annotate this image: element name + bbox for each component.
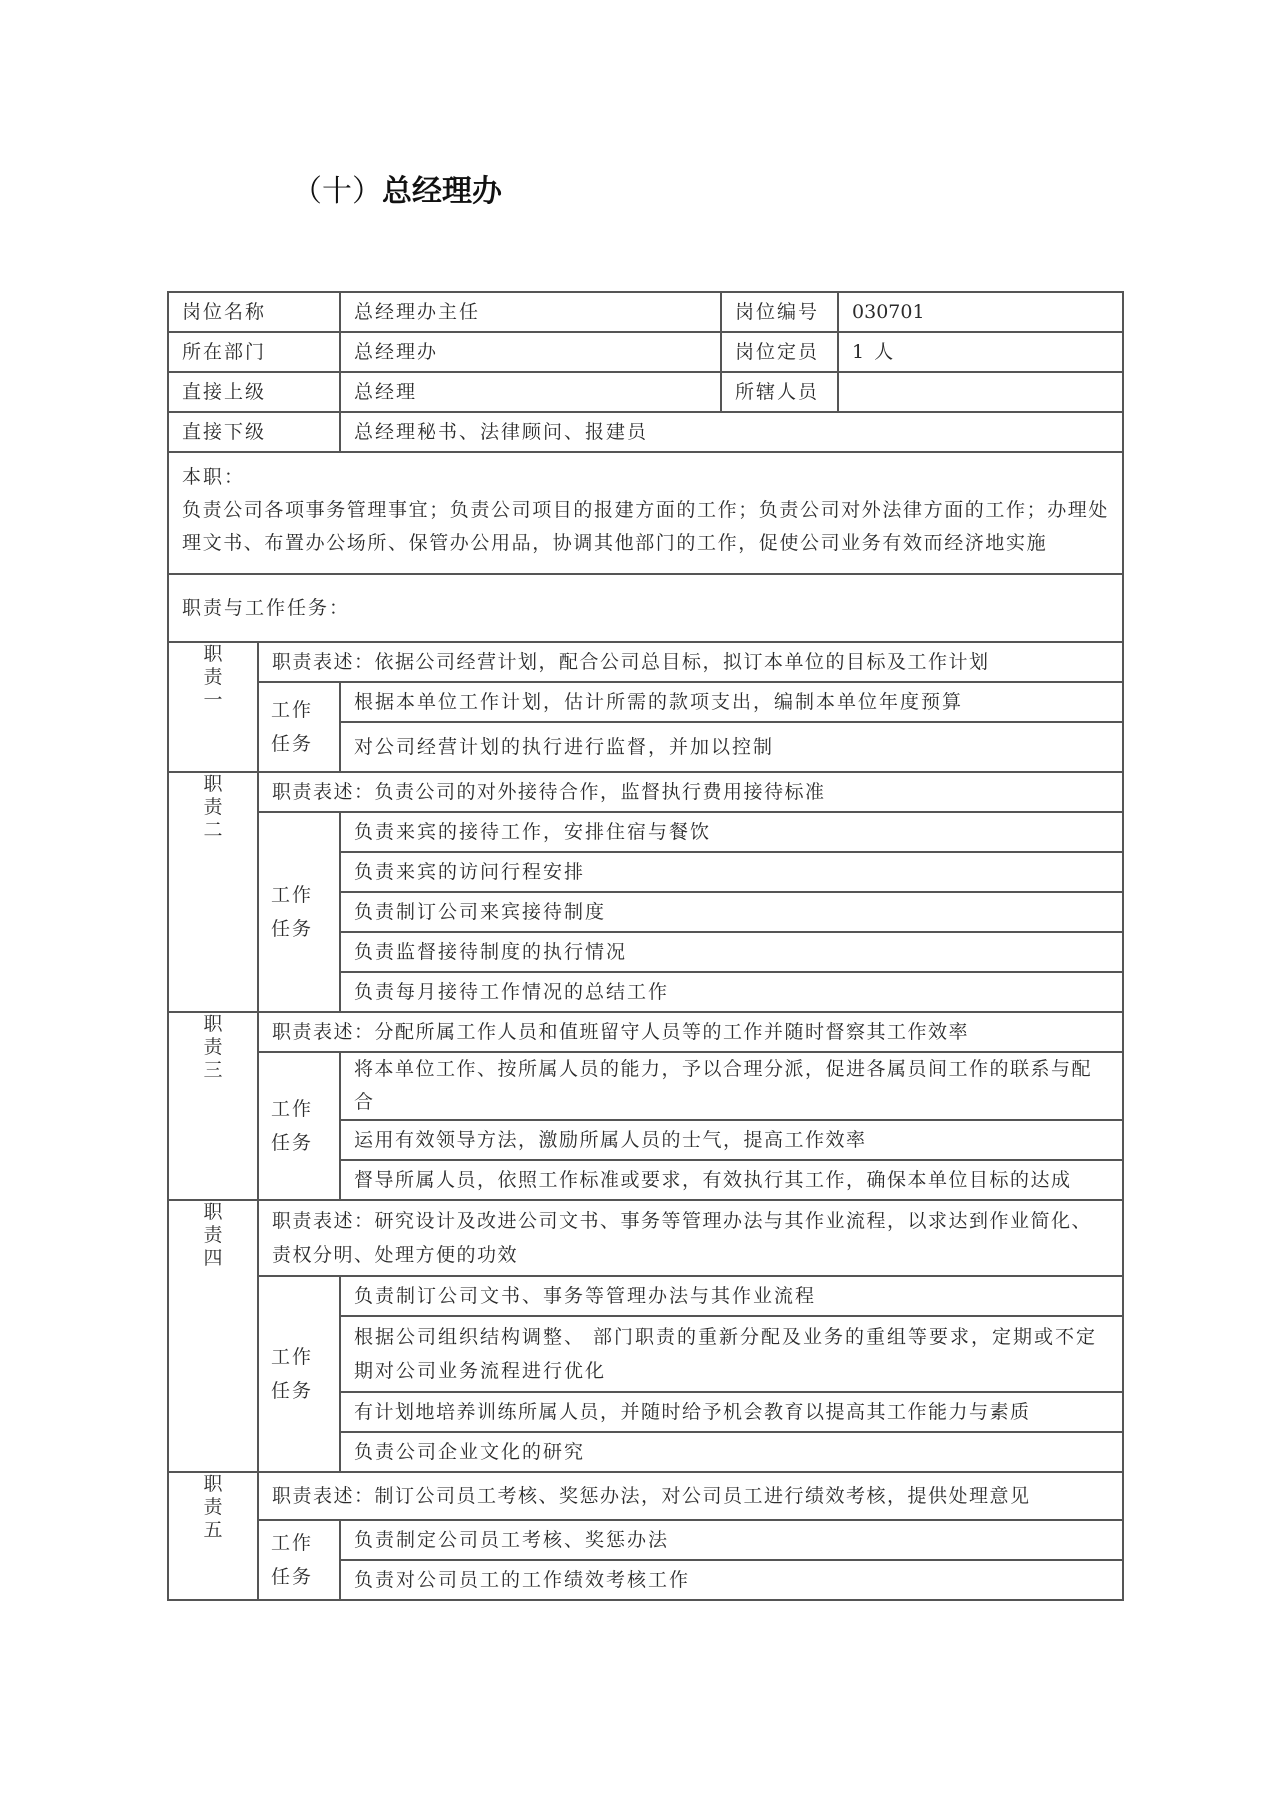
duty-1-task-row	[168, 682, 1123, 722]
info-row-subordinates	[168, 412, 1123, 452]
duty-3-title: 职 责 三	[168, 1012, 258, 1200]
duty-1-title: 职 责 一	[168, 642, 258, 772]
section-title: 总经理办	[382, 174, 502, 209]
duty-2-title: 职 责 二	[168, 772, 258, 1012]
duty-4-task-label: 工作 任务	[258, 1276, 340, 1472]
duty-4-description: 职责表述：研究设计及改进公司文书、事务等管理办法与其作业流程，以求达到作业简化、责权分明、处理方便的功效	[258, 1200, 1123, 1276]
duty-1-task-1: 根据本单位工作计划，估计所需的款项支出，编制本单位年度预算	[340, 682, 1123, 722]
duty-5-description-row	[168, 1472, 1123, 1520]
duty-2-description: 职责表述：负责公司的对外接待合作，监督执行费用接待标准	[258, 772, 1123, 812]
info-row-superior	[168, 372, 1123, 412]
duty-5-task-row	[168, 1520, 1123, 1560]
duty-3-description: 职责表述：分配所属工作人员和值班留守人员等的工作并随时督察其工作效率	[258, 1012, 1123, 1052]
superior-value: 总经理	[340, 372, 721, 412]
position-code-label: 岗位编号	[721, 292, 838, 332]
managed-value	[838, 372, 1123, 412]
responsibilities-label-row	[168, 574, 1123, 642]
duty-5-task-2: 负责对公司员工的工作绩效考核工作	[340, 1560, 1123, 1600]
position-name-label: 岗位名称	[168, 292, 340, 332]
department-value: 总经理办	[340, 332, 721, 372]
duty-5-task-1: 负责制定公司员工考核、奖惩办法	[340, 1520, 1123, 1560]
department-label: 所在部门	[168, 332, 340, 372]
duty-2-task-3: 负责制订公司来宾接待制度	[340, 892, 1123, 932]
headcount-value: 1 人	[838, 332, 1123, 372]
duty-4-task-2: 根据公司组织结构调整、 部门职责的重新分配及业务的重组等要求，定期或不定期对公司业务流程进行优化	[340, 1316, 1123, 1392]
core-duty-text: 负责公司各项事务管理事宜；负责公司项目的报建方面的工作；负责公司对外法律方面的工作；办理处理文书、布置办公场所、保管办公用品，协调其他部门的工作，促使公司业务有效而经济地实施	[182, 499, 1110, 554]
duty-2-task-2: 负责来宾的访问行程安排	[340, 852, 1123, 892]
subordinates-label: 直接下级	[168, 412, 340, 452]
duty-4-description-row	[168, 1200, 1123, 1276]
duty-5-task-label: 工作 任务	[258, 1520, 340, 1600]
duty-2-task-label: 工作 任务	[258, 812, 340, 1012]
duty-1-description-row	[168, 642, 1123, 682]
position-name-value: 总经理办主任	[340, 292, 721, 332]
superior-label: 直接上级	[168, 372, 340, 412]
section-heading	[292, 170, 502, 214]
duty-1-description: 职责表述：依据公司经营计划，配合公司总目标，拟订本单位的目标及工作计划	[258, 642, 1123, 682]
duty-3-task-row	[168, 1052, 1123, 1120]
subordinates-value: 总经理秘书、法律顾问、报建员	[340, 412, 1123, 452]
section-number: （十）	[292, 174, 382, 209]
job-description-table	[167, 291, 1124, 1601]
duty-1-task-2: 对公司经营计划的执行进行监督，并加以控制	[340, 722, 1123, 772]
duty-4-task-1: 负责制订公司文书、事务等管理办法与其作业流程	[340, 1276, 1123, 1316]
duty-4-task-row	[168, 1276, 1123, 1316]
duty-3-task-2: 运用有效领导方法，激励所属人员的士气，提高工作效率	[340, 1120, 1123, 1160]
duty-4-title: 职 责 四	[168, 1200, 258, 1472]
duty-4-task-4: 负责公司企业文化的研究	[340, 1432, 1123, 1472]
duty-3-description-row	[168, 1012, 1123, 1052]
info-row-department	[168, 332, 1123, 372]
position-code-value: 030701	[838, 292, 1123, 332]
duty-2-description-row	[168, 772, 1123, 812]
duty-3-task-1: 将本单位工作、按所属人员的能力，予以合理分派，促进各属员间工作的联系与配合	[340, 1052, 1123, 1120]
duty-2-task-row	[168, 812, 1123, 852]
duty-5-title: 职 责 五	[168, 1472, 258, 1600]
duty-2-task-4: 负责监督接待制度的执行情况	[340, 932, 1123, 972]
responsibilities-label: 职责与工作任务：	[168, 574, 1123, 642]
duty-3-task-label: 工作 任务	[258, 1052, 340, 1200]
duty-2-task-1: 负责来宾的接待工作，安排住宿与餐饮	[340, 812, 1123, 852]
core-duty-label: 本职：	[182, 466, 246, 488]
duty-4-task-3: 有计划地培养训练所属人员，并随时给予机会教育以提高其工作能力与素质	[340, 1392, 1123, 1432]
headcount-label: 岗位定员	[721, 332, 838, 372]
duty-5-description: 职责表述：制订公司员工考核、奖惩办法，对公司员工进行绩效考核，提供处理意见	[258, 1472, 1123, 1520]
duty-2-task-5: 负责每月接待工作情况的总结工作	[340, 972, 1123, 1012]
core-duty-row	[168, 452, 1123, 574]
duty-1-task-label: 工作 任务	[258, 682, 340, 772]
duty-3-task-3: 督导所属人员，依照工作标准或要求，有效执行其工作，确保本单位目标的达成	[340, 1160, 1123, 1200]
info-row-position	[168, 292, 1123, 332]
managed-label: 所辖人员	[721, 372, 838, 412]
